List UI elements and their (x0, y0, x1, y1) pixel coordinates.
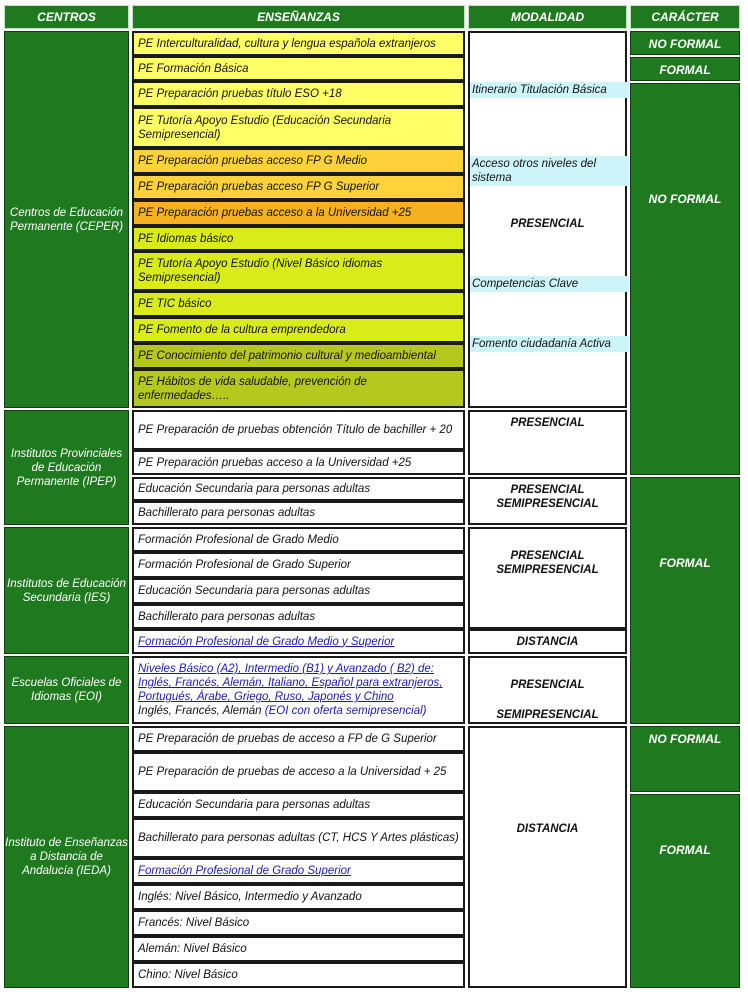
ensenanza-row: Bachillerato para personas adultas (132, 604, 465, 629)
ensenanza-row-link[interactable] (132, 858, 465, 884)
eoi-semi-langs: Inglés, Francés, Alemán (138, 705, 265, 717)
eoi-ensenanzas (132, 656, 465, 724)
caracter-label: NO FORMAL (648, 192, 722, 206)
ensenanza-row: Inglés: Nivel Básico, Intermedio y Avanzado (132, 884, 465, 910)
centro-ies-label: Institutos de Educación Secundaria (IES) (7, 577, 126, 604)
header-ensenanzas: ENSEÑANZAS (132, 5, 465, 29)
ensenanza-row: Formación Profesional de Grado Medio (132, 527, 465, 552)
mod-presencial: PRESENCIAL (510, 218, 585, 230)
ensenanza-row: PE Interculturalidad, cultura y lengua española extranjeros (132, 31, 465, 56)
modalidad-ipep-b (468, 477, 627, 525)
modalidad-ies-a (468, 527, 627, 629)
centro-eoi-label: Escuelas Oficiales de Idiomas (EOI) (11, 677, 122, 703)
modalidad-ies-b (468, 629, 627, 654)
mod-competencias: Competencias Clave (470, 276, 629, 292)
mod-semipresencial: SEMIPRESENCIAL (496, 709, 599, 721)
ensenanza-row: PE Preparación pruebas acceso a la Universidad +25 (132, 200, 465, 226)
ensenanza-row: Francés: Nivel Básico (132, 910, 465, 936)
ensenanza-row: PE Hábitos de vida saludable, prevención de enfermedades….. (132, 369, 465, 408)
mod-distancia: DISTANCIA (516, 636, 579, 648)
centro-ieda (4, 726, 129, 988)
centro-eoi (4, 656, 129, 724)
caracter-formal-3 (630, 794, 740, 988)
ensenanza-row: Formación Profesional de Grado Superior (132, 552, 465, 578)
caracter-formal-2 (630, 477, 740, 724)
mod-fomento: Fomento ciudadanía Activa (470, 336, 629, 352)
ensenanza-row: Educación Secundaria para personas adultas (132, 578, 465, 604)
ensenanza-row: PE Preparación de pruebas obtención Título de bachiller + 20 (132, 410, 465, 450)
fp-superior-link[interactable]: Formación Profesional de Grado Superior (138, 865, 351, 877)
modalidad-ceper (468, 31, 627, 408)
centro-ieda-label: Instituto de Enseñanzas a Distancia de Andalucía (IEDA) (5, 837, 128, 877)
ensenanza-row: Alemán: Nivel Básico (132, 936, 465, 962)
ensenanza-row: PE Formación Básica (132, 56, 465, 81)
ensenanza-row: PE TIC básico (132, 291, 465, 317)
eoi-semi-note: (EOI con oferta semipresencial) (264, 705, 427, 717)
modalidad-eoi (468, 656, 627, 724)
ensenanza-row: PE Preparación pruebas acceso a la Universidad +25 (132, 450, 465, 475)
ensenanza-row: PE Fomento de la cultura emprendedora (132, 317, 465, 343)
caracter-no-formal-2 (630, 83, 740, 475)
mod-presencial: PRESENCIAL (510, 679, 585, 691)
caracter-formal-1 (630, 57, 740, 81)
mod-itinerario: Itinerario Titulación Básica (470, 82, 629, 98)
caracter-label: FORMAL (659, 556, 711, 570)
ensenanza-row: PE Preparación pruebas título ESO +18 (132, 81, 465, 107)
ensenanza-row: PE Idiomas básico (132, 226, 465, 251)
fp-distancia-link[interactable]: Formación Profesional de Grado Medio y Superior (138, 635, 395, 648)
header-caracter: CARÁCTER (630, 5, 740, 29)
centro-ceper-label: Centros de Educación Permanente (CEPER) (9, 206, 124, 233)
mod-presencial: PRESENCIAL (510, 484, 585, 496)
centro-ipep-label: Institutos Provinciales de Educación Permanente (IPEP) (10, 447, 123, 488)
ensenanza-row: PE Preparación de pruebas de acceso a FP de G Superior (132, 726, 465, 752)
mod-presencial: PRESENCIAL (510, 417, 585, 429)
mod-distancia: DISTANCIA (516, 823, 579, 835)
mod-acceso: Acceso otros niveles del sistema (470, 156, 629, 186)
centro-ceper (4, 31, 129, 408)
caracter-label: FORMAL (659, 843, 711, 857)
ensenanza-row: PE Conocimiento del patrimonio cultural y medioambiental (132, 343, 465, 369)
mod-semipresencial: SEMIPRESENCIAL (496, 564, 599, 576)
modalidad-ipep-a (468, 410, 627, 475)
ensenanza-row: PE Preparación de pruebas de acceso a la Universidad + 25 (132, 752, 465, 792)
ensenanza-row: PE Tutoría Apoyo Estudio (Educación Secundaria Semipresencial) (132, 107, 465, 148)
eoi-idiomas-link[interactable]: Niveles Básico (A2), Intermedio (B1) y Avanzado ( B2) de: Inglés, Francés, Alemán, Italiano, Español para extranjeros, Portugués, Árabe, Griego, Ruso, Japonés y Chino (138, 663, 443, 703)
centro-ies (4, 527, 129, 654)
caracter-no-formal-3 (630, 726, 740, 792)
mod-semipresencial: SEMIPRESENCIAL (496, 498, 599, 510)
ensenanza-row: Educación Secundaria para personas adultas (132, 477, 465, 501)
mod-presencial: PRESENCIAL (510, 550, 585, 562)
caracter-label: NO FORMAL (648, 732, 722, 746)
ensenanza-row: PE Preparación pruebas acceso FP G Medio (132, 148, 465, 174)
ensenanza-row: PE Tutoría Apoyo Estudio (Nivel Básico idiomas Semipresencial) (132, 251, 465, 291)
header-centros: CENTROS (4, 5, 129, 29)
caracter-label: NO FORMAL (648, 37, 722, 51)
ensenanza-row: Bachillerato para personas adultas (CT, HCS Y Artes plásticas) (132, 818, 465, 858)
caracter-label: FORMAL (659, 63, 711, 77)
header-modalidad: MODALIDAD (468, 5, 627, 29)
ensenanza-row-link[interactable] (132, 629, 465, 654)
caracter-no-formal-1 (630, 31, 740, 55)
centro-ipep (4, 410, 129, 525)
ensenanza-row: PE Preparación pruebas acceso FP G Superior (132, 174, 465, 200)
modalidad-ieda (468, 726, 627, 988)
ensenanza-row: Bachillerato para personas adultas (132, 501, 465, 525)
ensenanza-row: Chino: Nivel Básico (132, 962, 465, 988)
ensenanza-row: Educación Secundaria para personas adultas (132, 792, 465, 818)
